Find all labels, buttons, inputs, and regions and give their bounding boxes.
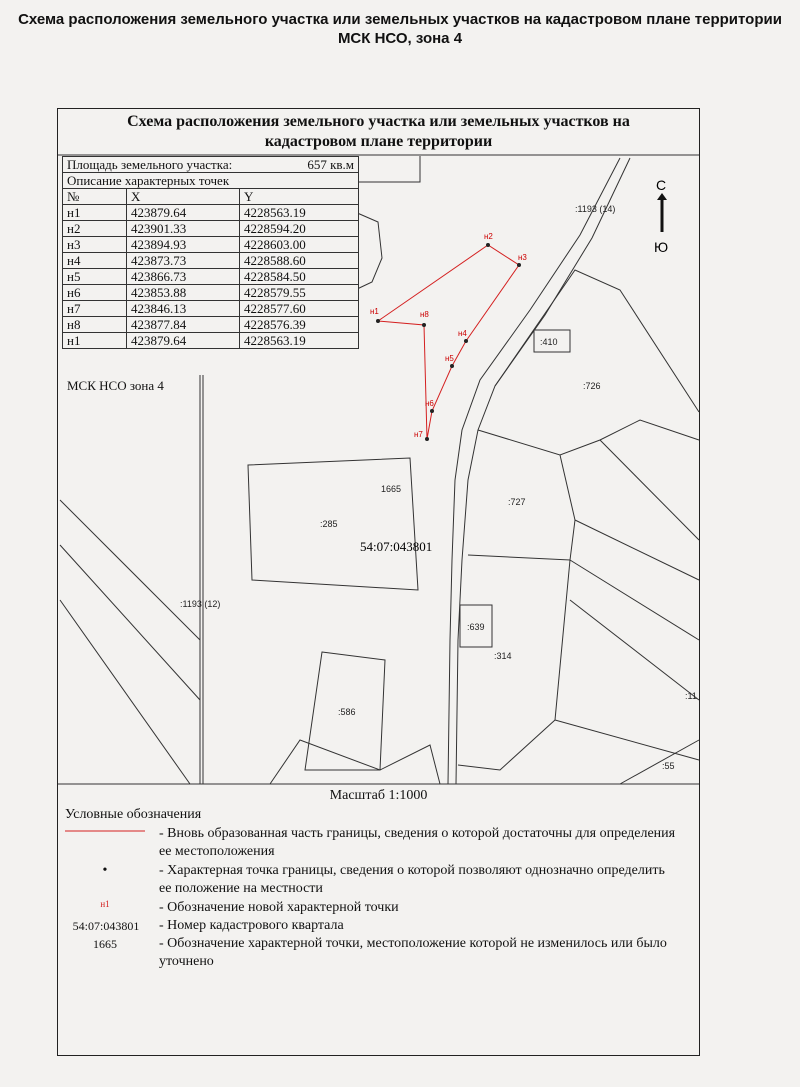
north-arrowhead-icon (657, 193, 667, 200)
point-label-n8: н8 (420, 310, 429, 319)
legend-symbol-quarter: 54:07:043801 (72, 919, 140, 933)
parcel-label: :726 (583, 381, 601, 391)
scheme-title-line1: Схема расположения земельного участка или земельных участков на (127, 113, 630, 130)
column-header: Y (240, 189, 359, 205)
point-name: н7 (63, 301, 127, 317)
column-header: X (127, 189, 240, 205)
area-row (63, 157, 359, 173)
point-label-n2: н2 (484, 232, 493, 241)
north-label: С (656, 177, 667, 193)
area-value: 657 кв.м (307, 157, 354, 172)
point-label-n6: н6 (425, 399, 434, 408)
legend-text: - Номер кадастрового квартала (159, 918, 344, 933)
parcel-boundary (60, 500, 200, 640)
x-coordinate: 423879.64 (127, 333, 240, 349)
new-parcel-boundary (378, 245, 519, 439)
legend-symbol-new-point: н1 (100, 899, 110, 909)
parcel-label: :410 (540, 337, 558, 347)
point-label-n4: н4 (458, 329, 467, 338)
south-label: Ю (654, 239, 669, 255)
parcel-label: :1193 (12) (180, 599, 221, 609)
point-name: н1 (63, 333, 127, 349)
document-title-line2: МСК НСО, зона 4 (337, 30, 463, 47)
table-row (63, 317, 359, 333)
parcel-label: :11 (685, 691, 697, 701)
y-coordinate: 4228603.00 (240, 237, 359, 253)
area-label: Площадь земельного участка: (67, 157, 233, 172)
parcel-boundary (60, 600, 190, 784)
boundary-point-n6 (430, 409, 434, 413)
parcel-727-boundary (478, 420, 699, 455)
parcel-label: :55 (662, 761, 675, 771)
parcel-727-boundary (468, 455, 575, 560)
cadastral-quarter-number: 54:07:043801 (360, 539, 433, 554)
x-coordinate: 423879.64 (127, 205, 240, 221)
y-coordinate: 4228579.55 (240, 285, 359, 301)
parcel-boundary (355, 156, 420, 182)
parcel-boundary (575, 520, 699, 580)
point-name: н1 (63, 205, 127, 221)
boundary-point-n7 (425, 437, 429, 441)
y-coordinate: 4228577.60 (240, 301, 359, 317)
parcel-label: :1193 (14) (575, 204, 616, 214)
table-header-row (63, 189, 359, 205)
y-coordinate: 4228563.19 (240, 333, 359, 349)
document-title-line1: Схема расположения земельного участка или земельных участков на кадастровом плане территории (18, 11, 782, 28)
scheme-title-line2: кадастровом плане территории (264, 133, 493, 150)
parcel-label: :639 (467, 622, 485, 632)
parcel-boundary (355, 212, 382, 290)
y-coordinate: 4228594.20 (240, 221, 359, 237)
point-number-label: 1665 (381, 484, 402, 494)
point-name: н2 (63, 221, 127, 237)
crs-label: МСК НСО зона 4 (67, 378, 164, 393)
x-coordinate: 423901.33 (127, 221, 240, 237)
table-row (63, 301, 359, 317)
boundary-point-n1 (376, 319, 380, 323)
x-coordinate: 423866.73 (127, 269, 240, 285)
point-label-n3: н3 (518, 253, 527, 262)
point-name: н5 (63, 269, 127, 285)
legend-title: Условные обозначения (65, 807, 202, 822)
road-boundary (448, 158, 620, 784)
point-name: н4 (63, 253, 127, 269)
y-coordinate: 4228576.39 (240, 317, 359, 333)
caption-row (63, 173, 359, 189)
point-label-n1: н1 (370, 307, 379, 316)
parcel-boundary (570, 600, 699, 700)
table-row (63, 269, 359, 285)
legend-symbol-point: • (102, 863, 108, 878)
parcel-boundary (555, 720, 699, 760)
boundary-point-n3 (517, 263, 521, 267)
legend-text: - Вновь образованная часть границы, сведения о которой достаточны для определения ее местоположения (159, 826, 676, 859)
boundary-point-n8 (422, 323, 426, 327)
boundary-point-n2 (486, 243, 490, 247)
x-coordinate: 423894.93 (127, 237, 240, 253)
road-boundary (456, 158, 630, 784)
column-header: № (63, 189, 127, 205)
table-row (63, 205, 359, 221)
table-row (63, 221, 359, 237)
table-row (63, 253, 359, 269)
parcel-label: :727 (508, 497, 526, 507)
x-coordinate: 423853.88 (127, 285, 240, 301)
legend-text: - Обозначение характерной точки, местоположение которой не изменилось или было уточнено (159, 936, 667, 969)
parcel-boundary (600, 440, 699, 540)
point-name: н6 (63, 285, 127, 301)
coordinates-table (62, 156, 359, 349)
point-name: н8 (63, 317, 127, 333)
table-row (63, 237, 359, 253)
y-coordinate: 4228588.60 (240, 253, 359, 269)
parcel-label: :285 (320, 519, 338, 529)
parcel-boundary (620, 740, 699, 784)
boundary-point-n5 (450, 364, 454, 368)
table-row (63, 333, 359, 349)
parcel-boundary (570, 560, 699, 640)
y-coordinate: 4228584.50 (240, 269, 359, 285)
parcel-314-boundary (458, 560, 570, 770)
area-cell (63, 157, 359, 173)
table-row (63, 285, 359, 301)
x-coordinate: 423846.13 (127, 301, 240, 317)
scale-label: Масштаб 1:1000 (329, 788, 428, 803)
new-parcel (370, 232, 527, 441)
parcel-boundary (60, 545, 200, 700)
legend-text: - Обозначение новой характерной точки (159, 900, 399, 915)
point-label-n5: н5 (445, 354, 454, 363)
legend-symbol-unchanged-point: 1665 (93, 937, 117, 951)
points-caption: Описание характерных точек (63, 173, 359, 189)
point-label-n7: н7 (414, 430, 423, 439)
y-coordinate: 4228563.19 (240, 205, 359, 221)
point-name: н3 (63, 237, 127, 253)
boundary-point-n4 (464, 339, 468, 343)
parcel-label: :586 (338, 707, 356, 717)
parcel-boundary (270, 740, 440, 784)
x-coordinate: 423873.73 (127, 253, 240, 269)
x-coordinate: 423877.84 (127, 317, 240, 333)
parcel-label: :314 (494, 651, 512, 661)
legend-text: - Характерная точка границы, сведения о которой позволяют однозначно определить ее положение на местности (159, 863, 665, 896)
